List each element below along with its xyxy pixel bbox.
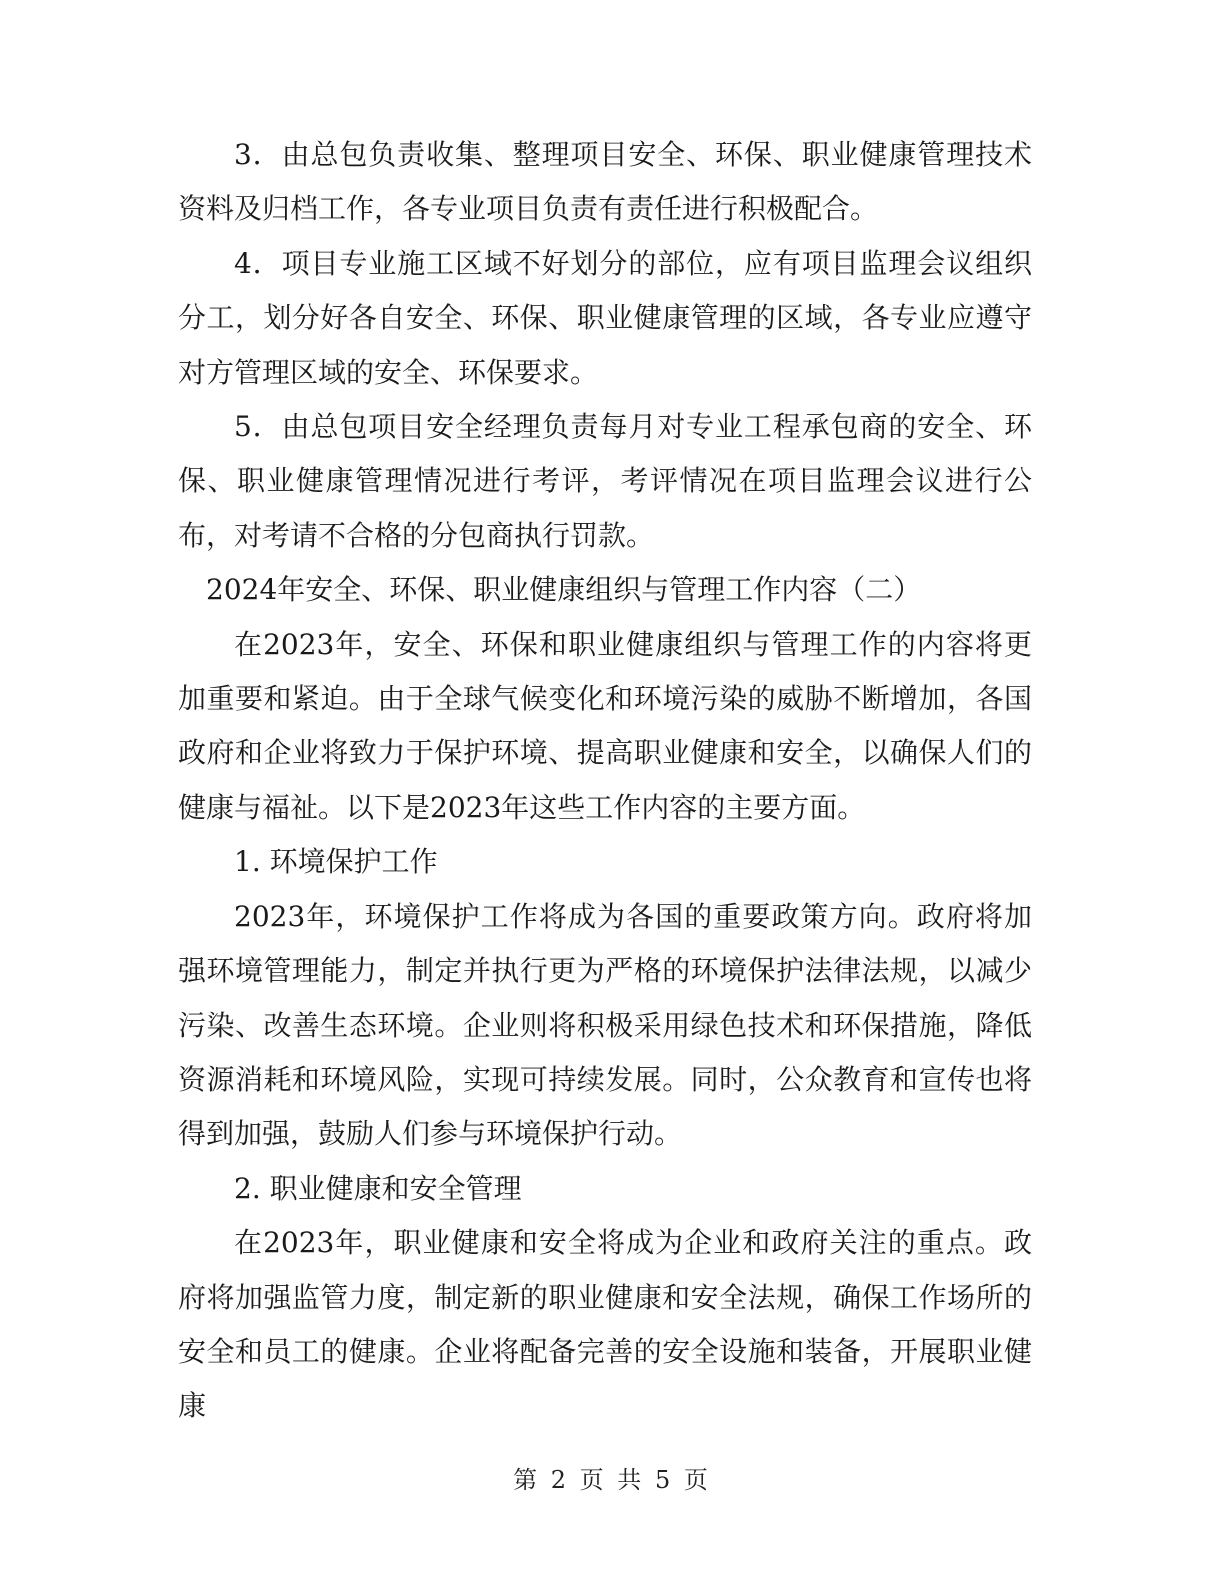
paragraph-item-5: 5．由总包项目安全经理负责每月对专业工程承包商的安全、环保、职业健康管理情况进行考评，考评情况在项目监理会议进行公布，对考请不合格的分包商执行罚款。 bbox=[178, 410, 1032, 552]
occupational-health-paragraph: 在2023年，职业健康和安全将成为企业和政府关注的重点。政府将加强监管力度，制定新的职业健康和安全法规，确保工作场所的安全和员工的健康。企业将配备完善的安全设施和装备，开展职业健康 bbox=[178, 1226, 1032, 1423]
environment-paragraph: 2023年，环境保护工作将成为各国的重要政策方向。政府将加强环境管理能力，制定并执行更为严格的环境保护法律法规，以减少污染、改善生态环境。企业则将积极采用绿色技术和环保措施，降低资源消耗和环境风险，实现可持续发展。同时，公众教育和宣传也将得到加强，鼓励人们参与环境保护行动。 bbox=[178, 899, 1032, 1151]
subheading-environment: 1. 环境保护工作 bbox=[234, 845, 438, 879]
section-heading: 2024年安全、环保、职业健康组织与管理工作内容（二） bbox=[206, 573, 922, 607]
subheading-occupational-health: 2. 职业健康和安全管理 bbox=[234, 1171, 522, 1205]
paragraph-item-3: 3．由总包负责收集、整理项目安全、环保、职业健康管理技术资料及归档工作，各专业项目负责有责任进行积极配合。 bbox=[178, 138, 1032, 226]
document-body bbox=[178, 128, 1032, 1434]
page-number-footer: 第 2 页 共 5 页 bbox=[513, 1466, 711, 1494]
paragraph-item-4: 4．项目专业施工区域不好划分的部位，应有项目监理会议组织分工，划分好各自安全、环保、职业健康管理的区域，各专业应遵守对方管理区域的安全、环保要求。 bbox=[178, 246, 1032, 389]
intro-paragraph: 在2023年，安全、环保和职业健康组织与管理工作的内容将更加重要和紧迫。由于全球气候变化和环境污染的威胁不断增加，各国政府和企业将致力于保护环境、提高职业健康和安全，以确保人们的健康与福祉。以下是2023年这些工作内容的主要方面。 bbox=[178, 627, 1032, 824]
